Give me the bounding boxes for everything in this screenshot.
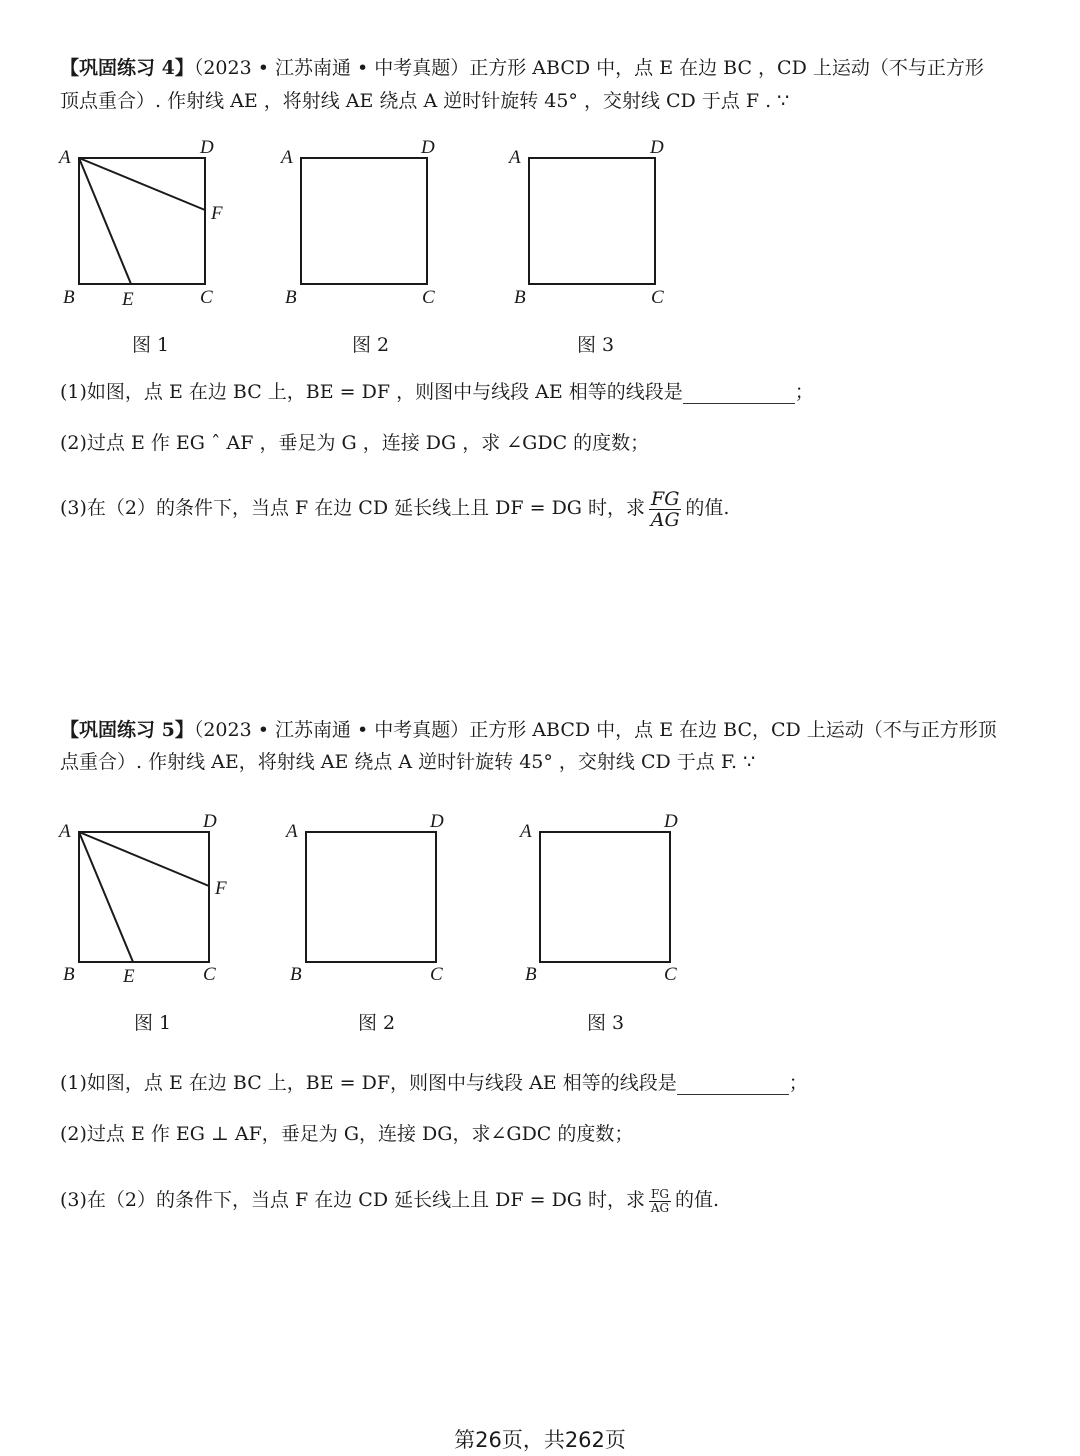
problem5-question-2: (2)过点 E 作 EG ⊥ AF，垂足为 G，连接 DG，求∠GDC 的度数；: [60, 1123, 634, 1145]
label-d: D: [664, 811, 678, 832]
problem4-caption-3: 图 3: [577, 334, 615, 356]
page-footer: 第26页，共262页: [454, 1428, 626, 1452]
problem4-figure-2-svg: [277, 135, 457, 315]
square-abcd: [540, 832, 670, 962]
label-a: A: [59, 147, 71, 168]
square-abcd: [306, 832, 436, 962]
problem4-figure-2: [277, 135, 457, 319]
square-abcd: [529, 158, 655, 284]
problem4-q1-text: (1)如图，点 E 在边 BC 上，BE = DF ，则图中与线段 AE 相等的线段是: [60, 381, 683, 403]
problem5-caption-1: 图 1: [134, 1012, 172, 1034]
label-b: B: [285, 287, 297, 308]
label-b: B: [525, 964, 537, 985]
problem4-line2: 顶点重合）. 作射线 AE ，将射线 AE 绕点 A 逆时针旋转 45° ，交射线 CD 于点 F . ∵: [60, 90, 790, 112]
label-f: F: [215, 878, 227, 899]
problem5-statement-1: （2023 • 江苏南通 • 中考真题）正方形 ABCD 中，点 E 在边 BC，CD 上运动（不与正方形顶: [193, 719, 997, 741]
label-d: D: [200, 137, 214, 158]
problem4-question-1: [60, 380, 814, 404]
label-c: C: [664, 964, 677, 985]
square-abcd: [79, 832, 209, 962]
problem4-line1: [60, 56, 984, 80]
label-b: B: [63, 287, 75, 308]
label-e: E: [122, 289, 134, 310]
answer-blank[interactable]: [677, 1076, 789, 1095]
label-e: E: [123, 966, 135, 987]
problem5-q3-fraction: [649, 1188, 671, 1215]
problem4-q3-before: (3)在（2）的条件下，当点 F 在边 CD 延长线上且 DF = DG 时，求: [60, 497, 646, 519]
problem4-figure-3-svg: [505, 135, 685, 315]
problem5-q1-text: (1)如图，点 E 在边 BC 上，BE = DF，则图中与线段 AE 相等的线段是: [60, 1072, 677, 1094]
problem4-question-2: (2)过点 E 作 EG ˆ AF ，垂足为 G ，连接 DG ，求 ∠GDC 的度数；: [60, 432, 650, 454]
label-a: A: [59, 821, 71, 842]
problem4-caption-1: 图 1: [132, 334, 170, 356]
problem5-q3-before: (3)在（2）的条件下，当点 F 在边 CD 延长线上且 DF = DG 时，求: [60, 1189, 646, 1211]
problem4-caption-2: 图 2: [352, 334, 390, 356]
label-c: C: [430, 964, 443, 985]
label-d: D: [203, 811, 217, 832]
label-b: B: [514, 287, 526, 308]
label-a: A: [520, 821, 532, 842]
problem4-question-3: [60, 484, 729, 532]
label-d: D: [421, 137, 435, 158]
label-a: A: [509, 147, 521, 168]
fraction-denominator: AG: [650, 1200, 670, 1215]
problem5-figure-1-svg: [55, 808, 240, 993]
problem5-caption-2: 图 2: [358, 1012, 396, 1034]
label-f: F: [211, 203, 223, 224]
problem5-figure-2: [282, 808, 467, 997]
problem5-line2: 点重合）. 作射线 AE，将射线 AE 绕点 A 逆时针旋转 45° ，交射线 CD 于点 F. ∵: [60, 751, 756, 773]
square-abcd: [301, 158, 427, 284]
problem5-figure-3-svg: [516, 808, 701, 993]
fraction-numerator: FG: [651, 487, 680, 510]
problem5-q1-end: ；: [788, 1072, 808, 1094]
label-d: D: [650, 137, 664, 158]
label-b: B: [63, 964, 75, 985]
problem5-figure-1: [55, 808, 240, 997]
square-abcd: [79, 158, 205, 284]
problem5-figure-2-svg: [282, 808, 467, 993]
problem5-question-1: [60, 1071, 808, 1095]
label-c: C: [651, 287, 664, 308]
problem5-tag: 【巩固练习 5】: [60, 719, 194, 741]
problem5-caption-3: 图 3: [587, 1012, 625, 1034]
problem5-q3-after: 的值.: [674, 1189, 719, 1211]
answer-blank[interactable]: [683, 385, 795, 404]
problem4-figure-1-svg: [55, 135, 235, 315]
label-a: A: [286, 821, 298, 842]
problem4-tag: 【巩固练习 4】: [60, 57, 194, 79]
label-c: C: [200, 287, 213, 308]
problem4-q1-end: ；: [794, 381, 814, 403]
fraction-numerator: FG: [651, 1186, 669, 1201]
problem5-figure-3: [516, 808, 701, 997]
problem4-figure-1: [55, 135, 235, 319]
label-d: D: [430, 811, 444, 832]
problem4-figure-3: [505, 135, 685, 319]
problem4-statement-1: （2023 • 江苏南通 • 中考真题）正方形 ABCD 中，点 E 在边 BC ，CD 上运动（不与正方形: [193, 57, 984, 79]
fraction-denominator: AG: [650, 508, 680, 531]
label-c: C: [422, 287, 435, 308]
problem4-q3-after: 的值.: [685, 497, 730, 519]
label-a: A: [281, 147, 293, 168]
problem5-line1: [60, 718, 997, 742]
label-b: B: [290, 964, 302, 985]
label-c: C: [203, 964, 216, 985]
problem5-question-3: [60, 1180, 719, 1220]
problem4-q3-fraction: [649, 489, 681, 530]
